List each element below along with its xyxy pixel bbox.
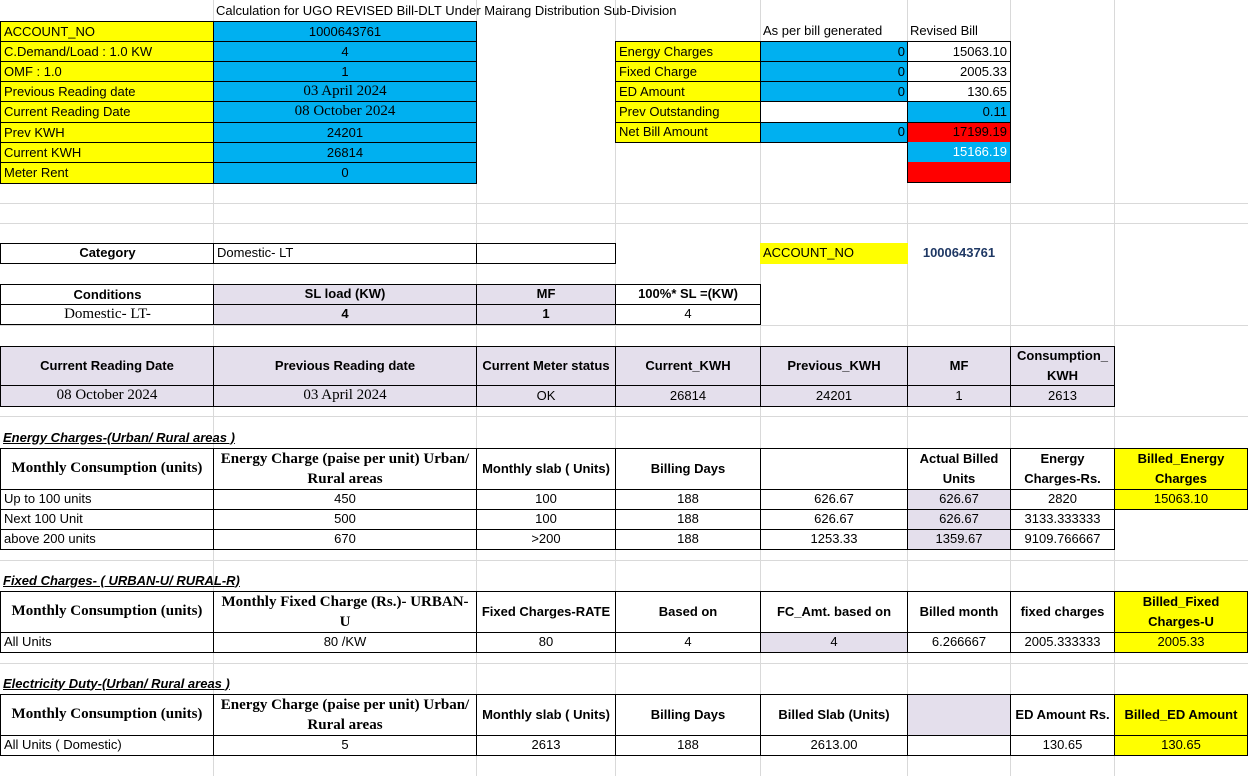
fixed-section-title: Fixed Charges- ( URBAN-U/ RURAL-R) bbox=[3, 572, 240, 588]
account-value[interactable]: 1000643761 bbox=[213, 21, 477, 42]
energy-header: Billing Days bbox=[615, 448, 761, 490]
bill-as-per[interactable]: 0 bbox=[760, 61, 908, 82]
bill-revised[interactable]: 2005.33 bbox=[907, 61, 1011, 82]
energy-cell[interactable]: 188 bbox=[615, 509, 761, 530]
reading-value[interactable]: 2613 bbox=[1010, 385, 1115, 407]
category-blank[interactable] bbox=[476, 243, 616, 264]
bill-revised[interactable]: 130.65 bbox=[907, 81, 1011, 102]
fixed-cell[interactable]: 4 bbox=[615, 632, 761, 653]
ed-cell[interactable]: 5 bbox=[213, 735, 477, 756]
gridline bbox=[0, 416, 1248, 417]
conditions-header: 100%* SL =(KW) bbox=[615, 284, 761, 305]
energy-header: Energy Charge (paise per unit) Urban/ Rural areas bbox=[213, 448, 477, 490]
fixed-header: Based on bbox=[615, 591, 761, 633]
conditions-value[interactable]: 4 bbox=[213, 304, 477, 325]
reading-header: Previous Reading date bbox=[213, 346, 477, 386]
account-value[interactable]: 0 bbox=[213, 162, 477, 184]
conditions-value[interactable]: 1 bbox=[476, 304, 616, 325]
reading-value[interactable]: 03 April 2024 bbox=[213, 385, 477, 407]
reading-header: Current Meter status bbox=[476, 346, 616, 386]
conditions-header: Conditions bbox=[0, 284, 214, 305]
account-label: Prev KWH bbox=[0, 122, 214, 143]
energy-cell[interactable]: 3133.333333 bbox=[1010, 509, 1115, 530]
account-label: Previous Reading date bbox=[0, 81, 214, 102]
energy-cell[interactable]: above 200 units bbox=[0, 529, 214, 550]
energy-cell[interactable]: 626.67 bbox=[760, 509, 908, 530]
fixed-cell[interactable]: 4 bbox=[760, 632, 908, 653]
gridline bbox=[0, 663, 1248, 664]
reading-header: Previous_KWH bbox=[760, 346, 908, 386]
conditions-header: MF bbox=[476, 284, 616, 305]
energy-cell[interactable]: 626.67 bbox=[760, 489, 908, 510]
reading-header: Current Reading Date bbox=[0, 346, 214, 386]
energy-header bbox=[760, 448, 908, 490]
reading-header: Consumption_KWH bbox=[1010, 346, 1115, 386]
account-label: Current Reading Date bbox=[0, 101, 214, 122]
energy-section-title: Energy Charges-(Urban/ Rural areas ) bbox=[3, 429, 235, 445]
account-label: OMF : 1.0 bbox=[0, 61, 214, 82]
ed-cell[interactable]: 2613.00 bbox=[760, 735, 908, 756]
fixed-cell[interactable]: All Units bbox=[0, 632, 214, 653]
bill-col-revised: Revised Bill bbox=[910, 22, 978, 38]
page-title: Calculation for UGO REVISED Bill-DLT Under Mairang Distribution Sub-Division bbox=[216, 2, 677, 18]
fixed-header: fixed charges bbox=[1010, 591, 1115, 633]
bill-as-per[interactable]: 0 bbox=[760, 81, 908, 102]
fixed-cell[interactable]: 80 bbox=[476, 632, 616, 653]
ed-cell[interactable]: 130.65 bbox=[1114, 735, 1248, 756]
gridline bbox=[0, 560, 1248, 561]
account-label: Current KWH bbox=[0, 142, 214, 163]
fixed-header: Monthly Fixed Charge (Rs.)- URBAN-U bbox=[213, 591, 477, 633]
ed-header: Energy Charge (paise per unit) Urban/ Rural areas bbox=[213, 694, 477, 736]
energy-cell[interactable]: 1253.33 bbox=[760, 529, 908, 550]
gridline bbox=[0, 223, 1248, 224]
fixed-header: Fixed Charges-RATE bbox=[476, 591, 616, 633]
ed-header: Monthly slab ( Units) bbox=[476, 694, 616, 736]
account-value[interactable]: 26814 bbox=[213, 142, 477, 163]
ed-section-title: Electricity Duty-(Urban/ Rural areas ) bbox=[3, 675, 230, 691]
energy-cell[interactable]: 9109.766667 bbox=[1010, 529, 1115, 550]
energy-header: Energy Charges-Rs. bbox=[1010, 448, 1115, 490]
reading-value[interactable]: 1 bbox=[907, 385, 1011, 407]
account-label: ACCOUNT_NO bbox=[0, 21, 214, 42]
fixed-header: Billed month bbox=[907, 591, 1011, 633]
energy-cell[interactable]: 500 bbox=[213, 509, 477, 530]
fixed-cell[interactable]: 2005.333333 bbox=[1010, 632, 1115, 653]
ed-header: Billing Days bbox=[615, 694, 761, 736]
bill-revised[interactable]: 0.11 bbox=[907, 101, 1011, 123]
ed-header: Billed Slab (Units) bbox=[760, 694, 908, 736]
energy-cell[interactable]: 450 bbox=[213, 489, 477, 510]
ed-header: Monthly Consumption (units) bbox=[0, 694, 214, 736]
category-account-label: ACCOUNT_NO bbox=[760, 243, 908, 264]
reading-value[interactable]: OK bbox=[476, 385, 616, 407]
energy-header: Actual Billed Units bbox=[907, 448, 1011, 490]
account-value[interactable]: 24201 bbox=[213, 122, 477, 143]
bill-revised[interactable]: 15063.10 bbox=[907, 41, 1011, 62]
energy-cell[interactable]: 100 bbox=[476, 489, 616, 510]
bill-label: ED Amount bbox=[615, 81, 761, 102]
account-label: C.Demand/Load : 1.0 KW bbox=[0, 41, 214, 62]
energy-cell[interactable]: Up to 100 units bbox=[0, 489, 214, 510]
bill-revised[interactable]: 17199.19 bbox=[907, 122, 1011, 143]
ed-cell[interactable]: All Units ( Domestic) bbox=[0, 735, 214, 756]
bill-as-per[interactable] bbox=[760, 101, 908, 123]
account-value[interactable]: 4 bbox=[213, 41, 477, 62]
energy-cell[interactable]: 100 bbox=[476, 509, 616, 530]
gridline bbox=[0, 325, 1248, 326]
energy-cell[interactable]: 188 bbox=[615, 529, 761, 550]
account-label: Meter Rent bbox=[0, 162, 214, 184]
ed-cell[interactable] bbox=[907, 735, 1011, 756]
category-value[interactable]: Domestic- LT bbox=[213, 243, 477, 264]
bill-as-per[interactable]: 0 bbox=[760, 41, 908, 62]
account-value[interactable]: 08 October 2024 bbox=[213, 101, 477, 122]
reading-value[interactable]: 08 October 2024 bbox=[0, 385, 214, 407]
energy-header: Billed_Energy Charges bbox=[1114, 448, 1248, 490]
bill-extra-value[interactable]: 15166.19 bbox=[907, 142, 1011, 163]
fixed-cell[interactable]: 2005.33 bbox=[1114, 632, 1248, 653]
reading-header: MF bbox=[907, 346, 1011, 386]
bill-as-per[interactable]: 0 bbox=[760, 122, 908, 143]
ed-cell[interactable]: 188 bbox=[615, 735, 761, 756]
fixed-cell[interactable]: 80 /KW bbox=[213, 632, 477, 653]
energy-cell[interactable]: 626.67 bbox=[907, 489, 1011, 510]
reading-header: Current_KWH bbox=[615, 346, 761, 386]
conditions-value[interactable]: Domestic- LT- bbox=[0, 304, 214, 325]
account-value[interactable]: 1 bbox=[213, 61, 477, 82]
energy-header: Monthly slab ( Units) bbox=[476, 448, 616, 490]
fixed-cell[interactable]: 6.266667 bbox=[907, 632, 1011, 653]
ed-header: ED Amount Rs. bbox=[1010, 694, 1115, 736]
reading-value[interactable]: 26814 bbox=[615, 385, 761, 407]
reading-value[interactable]: 24201 bbox=[760, 385, 908, 407]
bill-label: Fixed Charge bbox=[615, 61, 761, 82]
account-value[interactable]: 03 April 2024 bbox=[213, 81, 477, 102]
energy-header: Monthly Consumption (units) bbox=[0, 448, 214, 490]
energy-cell[interactable]: 2820 bbox=[1010, 489, 1115, 510]
fixed-header: Billed_Fixed Charges-U bbox=[1114, 591, 1248, 633]
ed-header bbox=[907, 694, 1011, 736]
bill-label: Energy Charges bbox=[615, 41, 761, 62]
bill-col-as-per: As per bill generated bbox=[763, 22, 883, 38]
fixed-header: FC_Amt. based on bbox=[760, 591, 908, 633]
bill-label: Prev Outstanding bbox=[615, 101, 761, 123]
energy-cell[interactable]: 188 bbox=[615, 489, 761, 510]
energy-cell[interactable]: 1359.67 bbox=[907, 529, 1011, 550]
conditions-header: SL load (KW) bbox=[213, 284, 477, 305]
ed-cell[interactable]: 130.65 bbox=[1010, 735, 1115, 756]
conditions-value[interactable]: 4 bbox=[615, 304, 761, 325]
ed-header: Billed_ED Amount bbox=[1114, 694, 1248, 736]
category-account-value: 1000643761 bbox=[922, 245, 996, 261]
ed-cell[interactable]: 2613 bbox=[476, 735, 616, 756]
energy-cell[interactable]: >200 bbox=[476, 529, 616, 550]
energy-cell[interactable]: 670 bbox=[213, 529, 477, 550]
energy-cell[interactable]: 15063.10 bbox=[1114, 489, 1248, 510]
bill-label: Net Bill Amount bbox=[615, 122, 761, 143]
fixed-header: Monthly Consumption (units) bbox=[0, 591, 214, 633]
gridline bbox=[0, 203, 1248, 204]
category-label: Category bbox=[0, 243, 214, 264]
energy-cell[interactable]: Next 100 Unit bbox=[0, 509, 214, 530]
bill-extra-red[interactable] bbox=[907, 162, 1011, 183]
energy-cell[interactable]: 626.67 bbox=[907, 509, 1011, 530]
